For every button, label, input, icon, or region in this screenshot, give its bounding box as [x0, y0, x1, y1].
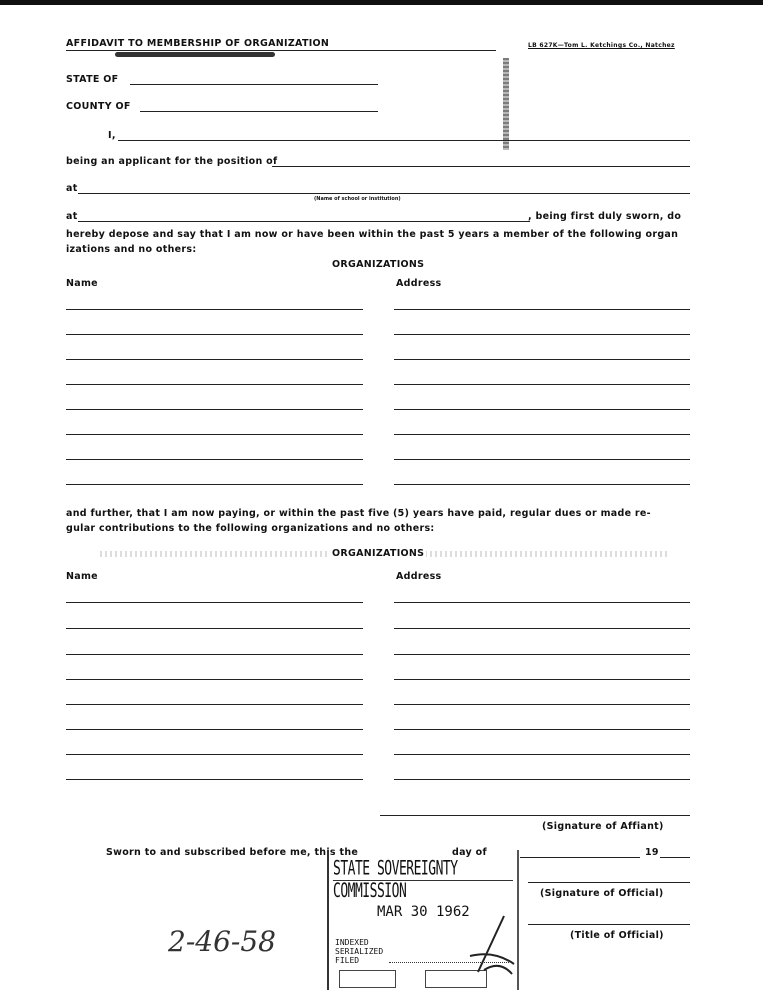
org2-address-row[interactable]: [394, 654, 690, 655]
official-signature-caption: (Signature of Official): [540, 888, 664, 899]
handwritten-file-number: 2-46-58: [168, 925, 276, 958]
org1-address-row[interactable]: [394, 409, 690, 410]
county-field[interactable]: [140, 111, 378, 112]
org1-name-row[interactable]: [66, 384, 363, 385]
address-column-1: Address: [396, 278, 442, 289]
commission-stamp: [327, 850, 519, 990]
name-column-1: Name: [66, 278, 98, 289]
org1-name-row[interactable]: [66, 359, 363, 360]
at-label-2: at: [66, 211, 78, 222]
para1-line2: izations and no others:: [66, 244, 197, 255]
at-label-1: at: [66, 183, 78, 194]
org2-name-row[interactable]: [66, 779, 363, 780]
title-underline: [66, 50, 496, 51]
org1-name-row[interactable]: [66, 484, 363, 485]
scan-top-border: [0, 0, 763, 5]
state-label: STATE OF: [66, 74, 119, 85]
section2-heading: ORGANIZATIONS: [332, 548, 425, 559]
org1-address-row[interactable]: [394, 434, 690, 435]
stamp-divider: [333, 880, 513, 881]
stamp-serialized: SERIALIZED: [335, 947, 384, 956]
initials-scribble: [464, 912, 519, 982]
org2-address-row[interactable]: [394, 628, 690, 629]
org1-address-row[interactable]: [394, 484, 690, 485]
org1-name-row[interactable]: [66, 434, 363, 435]
address-column-2: Address: [396, 571, 442, 582]
org2-name-row[interactable]: [66, 628, 363, 629]
applicant-label: being an applicant for the position of: [66, 156, 278, 167]
official-title-line[interactable]: [528, 924, 690, 925]
para2-line2: gular contributions to the following organizations and no others:: [66, 523, 435, 534]
org2-name-row[interactable]: [66, 704, 363, 705]
affiant-signature-caption: (Signature of Affiant): [542, 821, 664, 832]
org1-name-row[interactable]: [66, 334, 363, 335]
year-prefix: 19: [645, 847, 659, 858]
org2-address-row[interactable]: [394, 704, 690, 705]
date-field[interactable]: [520, 857, 640, 858]
org2-address-row[interactable]: [394, 679, 690, 680]
org2-address-row[interactable]: [394, 779, 690, 780]
org1-name-row[interactable]: [66, 459, 363, 460]
org2-name-row[interactable]: [66, 679, 363, 680]
institution-field[interactable]: [78, 193, 690, 194]
org2-name-row[interactable]: [66, 654, 363, 655]
org1-address-row[interactable]: [394, 459, 690, 460]
name-field[interactable]: [118, 140, 690, 141]
stamp-indexed: INDEXED: [335, 938, 369, 947]
org1-address-row[interactable]: [394, 384, 690, 385]
affiant-signature-line[interactable]: [380, 815, 690, 816]
state-field[interactable]: [130, 84, 378, 85]
name-column-2: Name: [66, 571, 98, 582]
para2-line1: and further, that I am now paying, or within the past five (5) years have paid, regular dues or made re-: [66, 508, 651, 519]
org2-address-row[interactable]: [394, 754, 690, 755]
stamp-agency: STATE SOVEREIGNTY COMMISSION: [333, 858, 458, 903]
form-title: AFFIDAVIT TO MEMBERSHIP OF ORGANIZATION: [66, 38, 330, 49]
scan-artifact: [503, 58, 509, 150]
i-label: I,: [108, 130, 116, 141]
org2-name-row[interactable]: [66, 602, 363, 603]
org1-address-row[interactable]: [394, 309, 690, 310]
sworn-text: Sworn to and subscribed before me, this the: [106, 847, 359, 858]
location-field[interactable]: [78, 221, 530, 222]
official-signature-line[interactable]: [528, 882, 690, 883]
org1-address-row[interactable]: [394, 334, 690, 335]
institution-caption: (Name of school or institution): [314, 196, 401, 202]
org2-name-row[interactable]: [66, 754, 363, 755]
stamp-box: [339, 970, 396, 988]
official-title-caption: (Title of Official): [570, 930, 664, 941]
org1-address-row[interactable]: [394, 359, 690, 360]
day-of-label: day of: [452, 847, 487, 858]
sworn-tail: , being first duly sworn, do: [528, 211, 682, 222]
para1-line1: hereby depose and say that I am now or have been within the past 5 years a member of the following organ: [66, 229, 679, 240]
county-label: COUNTY OF: [66, 101, 131, 112]
title-smudge: [115, 52, 275, 57]
year-field[interactable]: [660, 857, 690, 858]
stamp-filed: FILED: [335, 956, 360, 965]
stamp-date: MAR 30 1962: [377, 904, 470, 920]
org2-address-row[interactable]: [394, 602, 690, 603]
org1-name-row[interactable]: [66, 309, 363, 310]
org1-name-row[interactable]: [66, 409, 363, 410]
section1-heading: ORGANIZATIONS: [332, 259, 425, 270]
form-code: LB 627K—Tom L. Ketchings Co., Natchez: [528, 42, 675, 49]
org2-address-row[interactable]: [394, 729, 690, 730]
org2-name-row[interactable]: [66, 729, 363, 730]
position-field[interactable]: [272, 166, 690, 167]
